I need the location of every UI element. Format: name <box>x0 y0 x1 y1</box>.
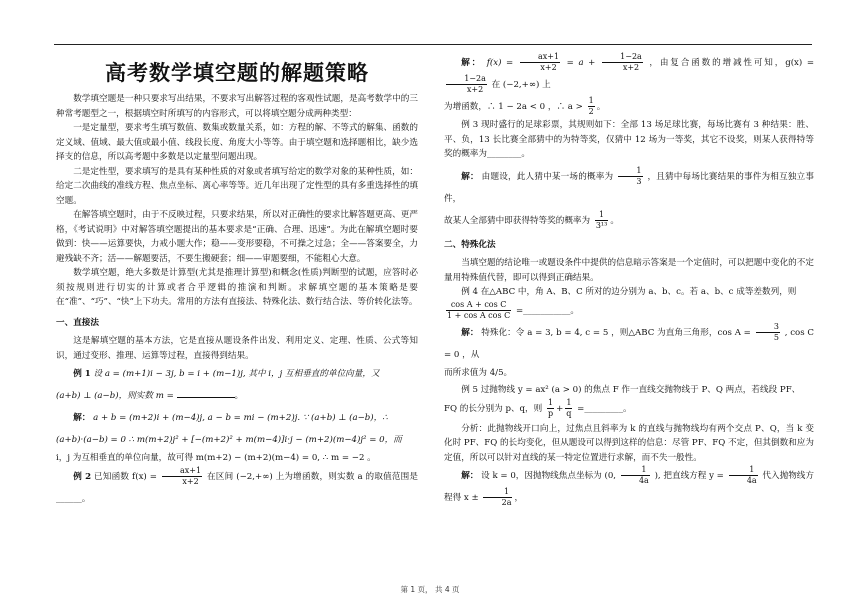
section-heading-direct: 一、直接法 <box>56 317 99 328</box>
solution-label: 解： <box>461 58 483 68</box>
solution-1-cont <box>56 429 418 451</box>
solution-text: ，且猜中每场比赛结果的事件为相互独立事件， <box>444 171 814 204</box>
solution-3 <box>444 166 814 210</box>
fraction: $\frac{1-2a}{x+2}$ <box>602 52 643 73</box>
intro-paragraph: 数学填空题，绝大多数是计算型(尤其是推理计算型)和概念(性质)判断型的试题，应答时必须按规则进行切实的计算或者合乎逻辑的推演和判断。求解填空题的基本策略是要在“准”、“巧”、“快”上下功夫。常用的方法有直接法、特殊化法、数行结合法、等价转化法等。 <box>56 268 418 307</box>
solution-2-cont <box>444 96 814 118</box>
solution-text: 由题设，此人猜中某一场的概率为 <box>481 171 614 182</box>
section-heading-special: 二、特殊化法 <box>444 239 496 250</box>
example-label: 例 2 <box>73 471 92 482</box>
fraction: $\frac{1}{2}$ <box>588 96 594 116</box>
solution-text: a + b = (m+2)i + (m−4)j, a − b = mi − (m+2)j. ∵ (a+b) ⊥ (a−b)，∴ <box>93 413 388 423</box>
intro-paragraph: 在解答填空题时，由于不反映过程，只要求结果，所以对正确性的要求比解答题更高、更严格，《考试说明》中对解答填空题提出的基本要求是“正确、合理、迅速”。为此在解填空题时要做到：快——运算要快，力戒小题大作；稳——变形要稳，不可操之过急；全——答案要全，力避残缺不齐；活——解题要活，不要生搬硬套；细——审题要细，不能粗心大意。 <box>56 210 418 264</box>
solution-text: ), 把直线方程 y = <box>654 471 724 481</box>
solution-text: 特殊化：令 a = 3, b = 4, c = 5 ，则△ABC 为直角三角形，cos A = <box>481 327 751 338</box>
fraction: $\frac{1}{4a}$ <box>729 465 758 486</box>
example-4: 例 4 在△ABC 中，角 A、B、C 所对的边分别为 a、b、c。若 a、b、c 成等差数列，则 <box>461 287 797 297</box>
example-text: =___________。 <box>515 305 580 316</box>
intro-paragraph: 数学填空题是一种只要求写出结果，不要求写出解答过程的客观性试题，是高考数学中的三种常考题型之一，根据填空时所填写的内容形式，可以将填空题分成两种类型： <box>56 94 418 119</box>
fraction: $\frac{1}{2a}$ <box>483 487 512 508</box>
fraction: $\frac{ax+1}{x+2}$ <box>520 52 560 73</box>
example-5-cont <box>444 398 814 420</box>
fraction: $\frac{1}{p}$ <box>547 397 554 418</box>
fraction: $\frac{ax+1}{x+2}$ <box>162 466 202 487</box>
example-label: 例 1 <box>73 369 91 379</box>
example-text: 设 a = (m+1)i − 3j, b = i + (m−1)j, 其中 i，j 互相垂直的单位向量，又 <box>93 369 380 379</box>
intro-paragraph: 一是定量型，要求考生填写数值、数集或数量关系，如：方程的解、不等式的解集、函数的定义域、值域、最大值或最小值、线段长度、角度大小等等。由于填空题和选择题相比，缺少选择支的信息，所以高考题中多数是以定量型问题出现。 <box>56 123 418 162</box>
solution-label: 解： <box>461 171 479 182</box>
solution-label: 解： <box>461 327 479 338</box>
solution-text: 代入抛物线方程得 x ± <box>444 471 814 503</box>
fraction: $\frac{1}{3}$ <box>618 166 642 187</box>
top-rule <box>54 44 812 45</box>
example-text: FQ 的长分别为 p、q，则 <box>444 403 543 414</box>
solution-text: 在 (−2,+∞) 上 <box>491 80 551 90</box>
fraction: $\frac{\text{cos A + cos C}}{\text{1 + cos A cos C}}$ <box>447 299 511 320</box>
solution-label: 解： <box>73 413 91 423</box>
example-3: 例 3 现时盛行的足球彩票，其规则如下：全部 13 场足球比赛，每场比赛有 3 种结果：胜、平、负，13 长比赛全部猜中的为特等奖，仅猜中 12 场为一等奖，其它不设奖，则某人获得特等奖的概率为________。 <box>444 120 814 159</box>
page-title: 高考数学填空题的解题策略 <box>105 61 369 85</box>
example-text: =_________。 <box>577 403 632 414</box>
example-text: 已知函数 f(x) = <box>94 471 157 482</box>
solution-text: = a + <box>566 58 596 68</box>
solution-4 <box>444 322 814 366</box>
solution-text: ， <box>514 493 524 503</box>
fraction: $\frac{1}{q}$ <box>566 397 572 418</box>
solution-text: 设 k = 0，因抛物线焦点坐标为 (0, <box>481 471 617 481</box>
example-text: 在区间 (−2,+∞) 上为增函数，则实数 a 的取值范围是______。 <box>56 471 419 504</box>
right-column <box>444 52 814 509</box>
solution-text: 。 <box>610 215 619 226</box>
example-1 <box>56 363 418 385</box>
solution-text: 为增函数，∴ 1 − 2a < 0 ，∴ a > <box>444 102 583 112</box>
analysis-5: 分析：此抛物线开口向上，过焦点且斜率为 k 的直线与抛物线均有两个交点 P、Q，当 k 变化时 PF、FQ 的长均变化，但从题设可以得到这样的信息：尽管 PF、FQ 不定，但其倒数和应为定值，所以可以针对直线的某一特定位置进行求解，而不失一般性。 <box>444 423 814 463</box>
solution-label: 解： <box>461 471 479 481</box>
example-4-cont <box>444 300 814 322</box>
left-column <box>56 52 418 510</box>
solution-1-cont <box>56 451 418 466</box>
solution-3-cont <box>444 210 814 232</box>
example-text: (a+b) ⊥ (a−b)，则实数 m = <box>56 391 174 401</box>
answer-blank <box>177 388 235 398</box>
solution-1 <box>56 407 418 429</box>
solution-5 <box>444 465 814 509</box>
page-footer: 第 1 页， 共 4 页 <box>400 585 460 594</box>
fraction: $\frac{3}{5}$ <box>756 322 780 343</box>
solution-text: ，由复合函数的增减性可知，g(x) = <box>649 58 815 68</box>
fraction: $\frac{1}{\text{3¹³}}$ <box>595 209 608 230</box>
solution-text: 。 <box>596 102 606 112</box>
solution-text: (a+b)·(a−b) = 0 ∴ m(m+2)j² + [−(m+2)² + m(m−4)]i·j − (m+2)(m−4)j² = 0，而 <box>56 435 402 445</box>
example-2 <box>56 466 418 510</box>
example-1-cont <box>56 385 418 407</box>
section-text: 当填空题的结论唯一或题设条件中提供的信息暗示答案是一个定值时，可以把题中变化的不定量用特殊值代替，即可以得到正确结果。 <box>444 258 814 283</box>
solution-2 <box>444 52 814 96</box>
example-5: 例 5 过抛物线 y = ax² (a > 0) 的焦点 F 作一直线交抛物线于 P、Q 两点，若线段 PF、 <box>461 385 801 395</box>
example-text: 。 <box>234 391 244 401</box>
solution-4-cont: 而所求值为 4/5。 <box>444 367 513 378</box>
solution-text: f(x) = <box>486 58 514 68</box>
solution-text: 故某人全部猜中即获得特等奖的概率为 <box>444 215 591 226</box>
solution-text: i，j 为互相垂直的单位向量，故可得 m(m+2) − (m+2)(m−4) = 0, ∴ m = −2 。 <box>56 453 376 463</box>
fraction: $\frac{1}{4a}$ <box>621 465 650 486</box>
solution-text: , cos C = 0 ，从 <box>444 327 814 360</box>
example-text: + <box>556 403 564 414</box>
intro-paragraph: 二是定性型，要求填写的是具有某种性质的对象或者填写给定的数学对象的某种性质，如：给定二次曲线的准线方程、焦点坐标、离心率等等。近几年出现了定性型的具有多重选择性的填空题。 <box>56 166 418 206</box>
fraction: $\frac{1-2a}{x+2}$ <box>446 74 487 95</box>
section-text: 这是解填空题的基本方法，它是直接从题设条件出发、利用定义、定理、性质、公式等知识，通过变形、推理、运算等过程，直接得到结果。 <box>56 336 418 361</box>
